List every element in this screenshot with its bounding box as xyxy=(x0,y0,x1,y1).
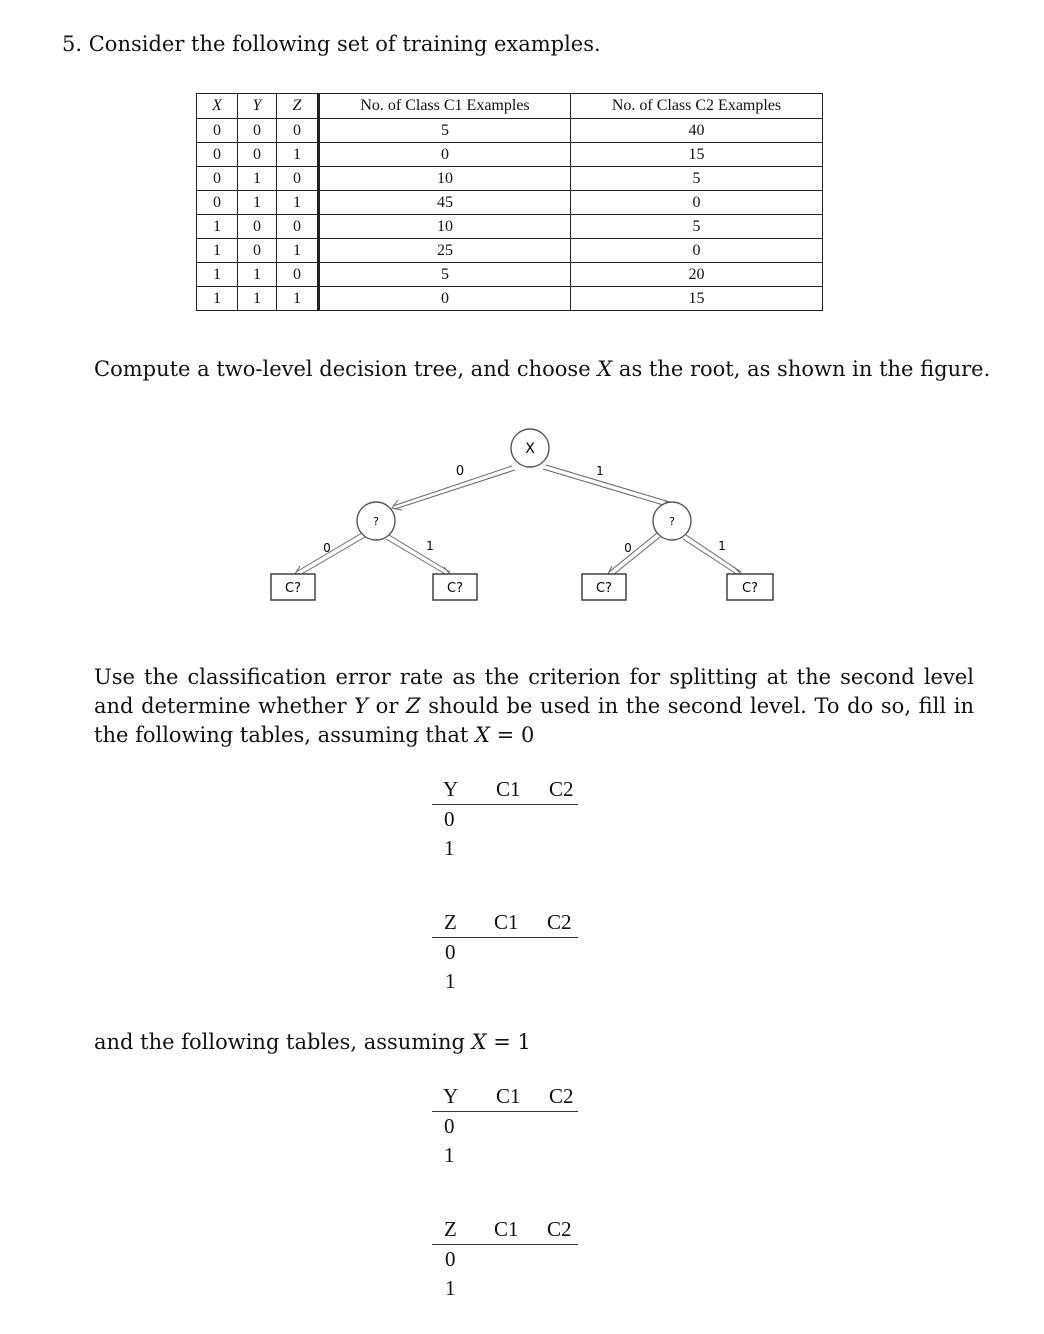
cell: 45 xyxy=(319,191,571,215)
leaf-label-4: C? xyxy=(742,581,758,596)
header-x: X xyxy=(197,94,238,119)
cell: 1 xyxy=(277,287,319,311)
compute-paragraph xyxy=(94,355,990,384)
cell: 1 xyxy=(277,143,319,167)
cell: 0 xyxy=(571,191,823,215)
cell: 0 xyxy=(319,287,571,311)
cell: 10 xyxy=(319,167,571,191)
criterion-var-z: Z xyxy=(406,694,421,718)
fill-table-row: 0 xyxy=(445,1247,456,1271)
fill-table-c2: C2 xyxy=(549,777,574,801)
cell: 5 xyxy=(319,263,571,287)
cell: 1 xyxy=(197,239,238,263)
edge-label-rl: 0 xyxy=(624,541,632,555)
cell: 40 xyxy=(571,119,823,143)
table-row xyxy=(197,215,823,239)
and-paragraph xyxy=(94,1028,531,1057)
edge-right-right xyxy=(683,535,741,575)
cell: 5 xyxy=(571,215,823,239)
header-c1: No. of Class C1 Examples xyxy=(319,94,571,119)
fill-table-c2: C2 xyxy=(547,1217,572,1241)
fill-table-c1: C1 xyxy=(496,777,521,801)
compute-var: X xyxy=(597,357,613,381)
edge-left-right xyxy=(386,535,450,575)
fill-table-row: 1 xyxy=(445,1276,456,1300)
question-number: 5. xyxy=(62,32,83,56)
edge-label-lr: 1 xyxy=(426,539,434,553)
right-child-label: ? xyxy=(669,515,675,528)
edge-label-left: 0 xyxy=(455,464,465,479)
cell: 20 xyxy=(571,263,823,287)
fill-table-attr: Z xyxy=(444,910,457,934)
fill-table-header xyxy=(432,1214,578,1245)
decision-tree-figure xyxy=(0,420,1044,620)
cell: 1 xyxy=(238,191,277,215)
compute-text-2: as the root, as shown in the figure. xyxy=(612,357,991,381)
cell: 0 xyxy=(238,143,277,167)
edge-root-left xyxy=(393,466,515,509)
fill-table-attr: Y xyxy=(443,1084,459,1108)
table-row xyxy=(197,167,823,191)
fill-table-c1: C1 xyxy=(494,910,519,934)
criterion-var-x: X xyxy=(475,723,490,747)
table-row xyxy=(197,119,823,143)
fill-table-row: 0 xyxy=(445,940,456,964)
fill-table-header xyxy=(432,1081,578,1112)
criterion-paragraph xyxy=(94,663,974,750)
criterion-text-4: = 0 xyxy=(490,723,535,747)
table-row xyxy=(197,287,823,311)
header-y: Y xyxy=(238,94,277,119)
leaf-label-3: C? xyxy=(596,581,612,596)
fill-table-c1: C1 xyxy=(496,1084,521,1108)
fill-table-row: 0 xyxy=(444,1114,455,1138)
fill-table-header xyxy=(432,774,578,805)
cell: 0 xyxy=(277,263,319,287)
left-child-label: ? xyxy=(373,515,379,528)
root-node-label: X xyxy=(525,441,535,457)
cell: 0 xyxy=(197,119,238,143)
cell: 1 xyxy=(197,263,238,287)
edge-label-right: 1 xyxy=(596,464,604,478)
cell: 0 xyxy=(319,143,571,167)
cell: 15 xyxy=(571,143,823,167)
cell: 0 xyxy=(197,191,238,215)
fill-table-z-x1 xyxy=(432,1214,578,1303)
leaf-label-1: C? xyxy=(285,581,301,596)
header-c2: No. of Class C2 Examples xyxy=(571,94,823,119)
cell: 0 xyxy=(197,143,238,167)
fill-table-attr: Z xyxy=(444,1217,457,1241)
cell: 1 xyxy=(277,239,319,263)
cell: 0 xyxy=(197,167,238,191)
cell: 1 xyxy=(197,215,238,239)
cell: 0 xyxy=(277,215,319,239)
fill-table-y-x0 xyxy=(432,774,578,863)
fill-table-z-x0 xyxy=(432,907,578,996)
edge-right-left xyxy=(609,533,660,575)
fill-table-row: 0 xyxy=(444,807,455,831)
criterion-text-1: Use the classification error rate as the criterion for splitting at the second level and determine whether xyxy=(94,665,974,718)
criterion-text-3: should be used in the second level. To do so, fill in the following tables, assuming that xyxy=(94,694,974,747)
leaf-label-2: C? xyxy=(447,581,463,596)
fill-table-c2: C2 xyxy=(547,910,572,934)
cell: 0 xyxy=(277,167,319,191)
edge-root-right xyxy=(543,465,673,507)
cell: 0 xyxy=(238,215,277,239)
edge-label-ll: 0 xyxy=(323,541,331,555)
fill-table-attr: Y xyxy=(443,777,459,801)
cell: 5 xyxy=(319,119,571,143)
table-row xyxy=(197,191,823,215)
cell: 0 xyxy=(571,239,823,263)
cell: 25 xyxy=(319,239,571,263)
compute-text-1: Compute a two-level decision tree, and choose xyxy=(94,357,598,381)
edge-label-rr: 1 xyxy=(718,539,726,553)
table-row xyxy=(197,143,823,167)
table-header-row xyxy=(197,94,823,119)
fill-table-row: 1 xyxy=(444,836,455,860)
cell: 5 xyxy=(571,167,823,191)
criterion-var-y: Y xyxy=(354,694,369,718)
cell: 1 xyxy=(238,287,277,311)
cell: 0 xyxy=(238,119,277,143)
cell: 0 xyxy=(277,119,319,143)
and-text-1: and the following tables, assuming xyxy=(94,1030,472,1054)
question-intro: Consider the following set of training examples. xyxy=(88,32,601,56)
and-var: X xyxy=(471,1030,487,1054)
and-text-2: = 1 xyxy=(486,1030,531,1054)
cell: 15 xyxy=(571,287,823,311)
fill-table-c1: C1 xyxy=(494,1217,519,1241)
fill-table-row: 1 xyxy=(445,969,456,993)
fill-table-c2: C2 xyxy=(549,1084,574,1108)
table-row xyxy=(197,263,823,287)
cell: 1 xyxy=(197,287,238,311)
cell: 1 xyxy=(277,191,319,215)
cell: 0 xyxy=(238,239,277,263)
cell: 1 xyxy=(238,167,277,191)
fill-table-y-x1 xyxy=(432,1081,578,1170)
header-z: Z xyxy=(277,94,319,119)
cell: 10 xyxy=(319,215,571,239)
cell: 1 xyxy=(238,263,277,287)
question-heading xyxy=(62,30,601,59)
training-examples-table xyxy=(196,93,823,311)
fill-table-header xyxy=(432,907,578,938)
fill-table-row: 1 xyxy=(444,1143,455,1167)
table-row xyxy=(197,239,823,263)
criterion-text-2: or xyxy=(368,694,407,718)
